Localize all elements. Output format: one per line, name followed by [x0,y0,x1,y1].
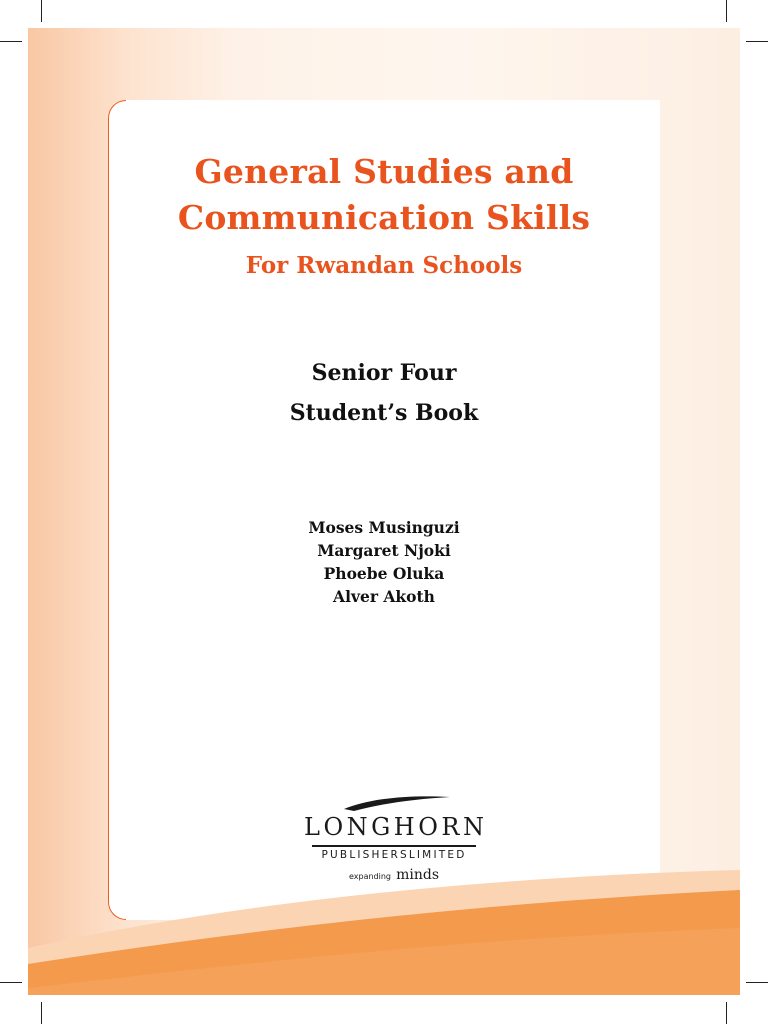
crop-mark-top-right-v [726,0,727,22]
crop-mark-bottom-right-h [746,982,768,983]
author-name: Margaret Njoki [317,541,451,560]
book-level: Senior Four [311,360,457,386]
crop-mark-bottom-left-h [0,982,22,983]
book-title-line-2: Communication Skills [177,198,591,237]
crop-mark-bottom-right-v [726,1002,727,1024]
publisher-name: LONGHORN [304,813,488,841]
tagline-small: expanding [348,872,391,881]
author-name: Alver Akoth [333,587,435,606]
crop-mark-top-left-v [41,0,42,22]
author-name: Moses Musinguzi [308,518,460,537]
publisher-logo [304,793,488,883]
book-type: Student’s Book [289,400,479,426]
logo-divider [312,845,476,847]
book-title-line-1: General Studies and [194,152,574,191]
crop-mark-top-right-h [746,41,768,42]
tagline-big: minds [396,867,440,883]
author-name: Phoebe Oluka [323,564,445,583]
swoosh-icon [304,793,484,813]
author-list [0,516,768,608]
publisher-subname: PUBLISHERSLIMITED [321,849,467,861]
crop-mark-bottom-left-v [41,1002,42,1024]
publisher-tagline [304,864,484,883]
book-subtitle: For Rwandan Schools [245,252,523,279]
crop-mark-top-left-h [0,41,22,42]
